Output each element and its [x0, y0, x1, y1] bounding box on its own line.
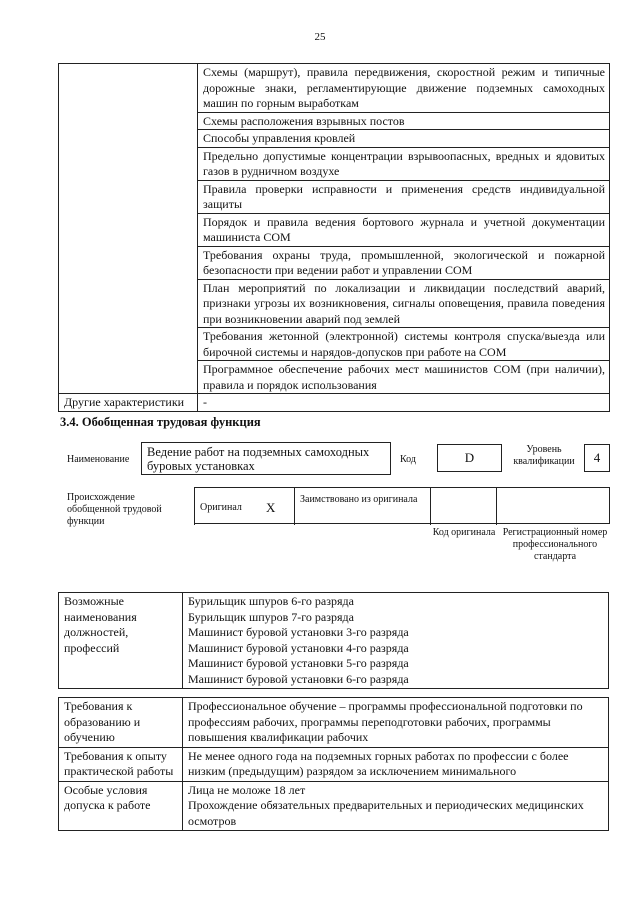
table-row	[59, 781, 609, 831]
education-value: Профессиональное обучение – программы профессиональной подготовки по профессиям рабочих, программы переподготовки рабочих, программы повышения квалификации рабочих	[183, 698, 609, 748]
registration-number-label: Регистрационный номер профессионального стандарта	[502, 527, 608, 562]
knowledge-table	[58, 63, 610, 412]
other-characteristics-value: -	[198, 394, 610, 412]
other-characteristics-label: Другие характеристики	[59, 394, 198, 412]
requirements-table	[58, 697, 609, 831]
knowledge-item: Схемы (маршрут), правила передвижения, скоростной режим и типичные дорожные знаки, регламентирующие движение подземных самоходных машин по горным выработкам	[198, 64, 610, 113]
section-title: 3.4. Обобщенная трудовая функция	[60, 415, 261, 429]
knowledge-item: Порядок и правила ведения бортового журнала и учетной документации машиниста СОМ	[198, 213, 610, 246]
knowledge-item: Правила проверки исправности и применения средств индивидуальной защиты	[198, 180, 610, 213]
admission-line: Прохождение обязательных предварительных и периодических медицинских осмотров	[188, 798, 584, 828]
table-row	[59, 747, 609, 781]
borrowed-label: Заимствовано из оригинала	[300, 494, 418, 505]
education-label: Требования к образованию и обучению	[59, 698, 183, 748]
positions-table	[58, 592, 609, 689]
knowledge-item: План мероприятий по локализации и ликвидации последствий аварий, признаки угрозы их возникновения, сигналы оповещения, правила поведения при возникновении аварий под землей	[198, 279, 610, 328]
origin-divider	[496, 488, 497, 525]
code-label: Код	[400, 454, 416, 465]
code-original-label: Код оригинала	[432, 527, 496, 538]
origin-divider	[194, 488, 195, 525]
position-item: Бурильщик шпуров 6-го разряда	[188, 594, 354, 608]
knowledge-item: Способы управления кровлей	[198, 130, 610, 148]
function-name-field: Ведение работ на подземных самоходных буровых установках	[141, 442, 391, 475]
knowledge-item: Требования жетонной (электронной) системы контроля спуска/выезда или бирочной системы и нарядов-допусков при работе на СОМ	[198, 328, 610, 361]
admission-value	[183, 781, 609, 831]
origin-divider	[430, 488, 431, 525]
table-row	[59, 394, 610, 412]
origin-label: Происхождение обобщенной трудовой функции	[67, 492, 162, 527]
origin-divider	[294, 488, 295, 525]
knowledge-item: Предельно допустимые концентрации взрывоопасных, вредных и ядовитых газов в рудничном воздухе	[198, 147, 610, 180]
table-row	[59, 593, 609, 689]
knowledge-item: Схемы расположения взрывных постов	[198, 112, 610, 130]
original-mark: X	[266, 500, 276, 515]
knowledge-item: Программное обеспечение рабочих мест машинистов СОМ (при наличии), правила и порядок использования	[198, 361, 610, 394]
admission-line: Лица не моложе 18 лет	[188, 782, 306, 797]
experience-label: Требования к опыту практической работы	[59, 747, 183, 781]
admission-label: Особые условия допуска к работе	[59, 781, 183, 831]
naming-label: Наименование	[67, 454, 130, 465]
position-item: Машинист буровой установки 6-го разряда	[188, 671, 409, 686]
page-number: 25	[314, 31, 326, 43]
positions-list	[183, 593, 609, 689]
qualification-level-value: 4	[584, 444, 610, 472]
position-item: Машинист буровой установки 3-го разряда	[188, 625, 409, 639]
position-item: Бурильщик шпуров 7-го разряда	[188, 609, 354, 624]
position-item: Машинист буровой установки 5-го разряда	[188, 656, 409, 670]
table-row	[59, 698, 609, 748]
qualification-level-label: Уровень квалификации	[513, 444, 575, 467]
knowledge-item: Требования охраны труда, промышленной, экологической и пожарной безопасности при ведении работ и управлении СОМ	[198, 246, 610, 279]
positions-label: Возможные наименования должностей, профессий	[59, 593, 183, 689]
original-label: Оригинал	[200, 502, 242, 513]
position-item: Машинист буровой установки 4-го разряда	[188, 640, 409, 655]
table-row	[59, 64, 610, 113]
experience-value: Не менее одного года на подземных горных работах по профессии с более низким (предыдущим) разрядом за исключением минимального	[183, 747, 609, 781]
code-value: D	[437, 444, 502, 472]
knowledge-label-cell	[59, 64, 198, 394]
